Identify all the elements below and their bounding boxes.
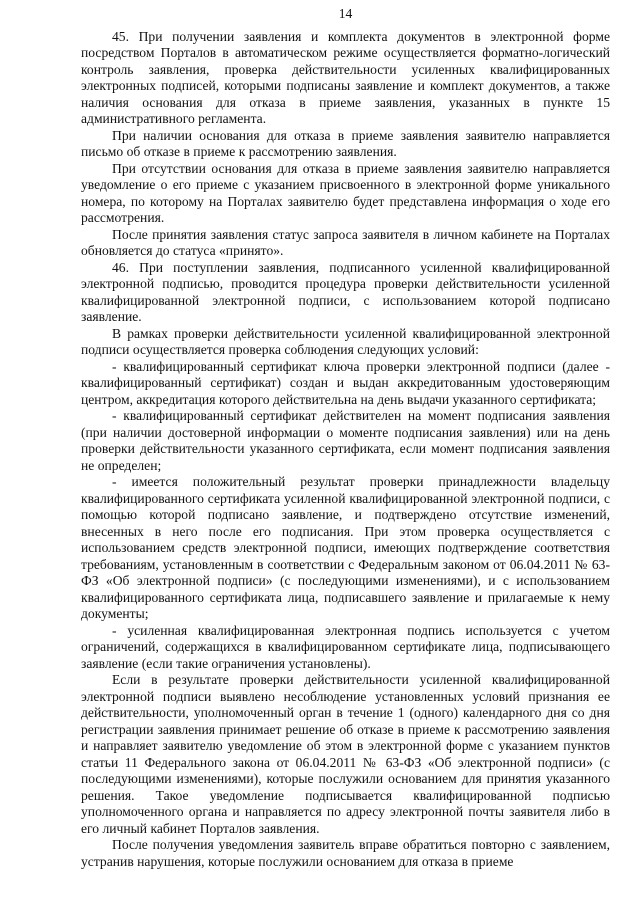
paragraph-46: 46. При поступлении заявления, подписанного усиленной квалифицированной электронной подписью, проводится процедура проверки действительности усиленной квалифицированной электронной подписи, с использованием которой подписано заявление. xyxy=(81,259,610,324)
list-item-signature-restrictions: - усиленная квалифицированная электронная подпись используется с учетом ограничений, содержащихся в квалифицированном сертификате лица, подписывающего заявление (если такие ограничения установлены). xyxy=(81,622,610,671)
list-item-certificate-issued: - квалифицированный сертификат ключа проверки электронной подписи (далее - квалифицированный сертификат) создан и выдан аккредитованным удостоверяющим центром, аккредитация которого действительна на день выдачи указанного сертификата; xyxy=(81,358,610,407)
paragraph-acceptance-notice: При отсутствии основания для отказа в приеме заявления заявителю направляется уведомление о его приеме с указанием присвоенного в электронной форме уникального номера, по которому на Порталах заявителю будет представлена информация о ходе его рассмотрения. xyxy=(81,160,610,225)
list-item-ownership-check: - имеется положительный результат проверки принадлежности владельцу квалифицированного сертификата усиленной квалифицированной электронной подписи, с помощью которой подписано заявление, и подтверждено отсутствие изменений, внесенных в него после его подписания. При этом проверка осуществляется с использованием средств электронной подписи, имеющих подтверждение соответствия требованиям, установленным в соответствии с Федеральным законом от 06.04.2011 № 63-ФЗ «Об электронной подписи» (с последующими изменениями), и с использованием квалифицированного сертификата лица, подписавшего заявление и прилагаемые к нему документы; xyxy=(81,474,610,621)
paragraph-verification-conditions: В рамках проверки действительности усиленной квалифицированной электронной подписи осуществляется проверка соблюдения следующих условий: xyxy=(81,325,610,357)
paragraph-45: 45. При получении заявления и комплекта документов в электронной форме посредством Порталов в автоматическом режиме осуществляется форматно-логический контроль заявления, проверка действительности усиленных квалифицированных электронных подписей, которыми подписаны заявление и комплект документов, а также наличия основания для отказа в приеме заявления, указанных в пункте 15 административного регламента. xyxy=(81,28,610,126)
paragraph-status-update: После принятия заявления статус запроса заявителя в личном кабинете на Порталах обновляется до статуса «принято». xyxy=(81,226,610,258)
list-item-certificate-valid: - квалифицированный сертификат действителен на момент подписания заявления (при наличии достоверной информации о моменте подписания заявления) или на день проверки действительности указанного сертификата, если момент подписания заявления не определен; xyxy=(81,408,610,473)
paragraph-refusal-letter: При наличии основания для отказа в приеме заявления заявителю направляется письмо об отказе в приеме к рассмотрению заявления. xyxy=(81,127,610,159)
paragraph-reapply: После получения уведомления заявитель вправе обратиться повторно с заявлением, устранив нарушения, которые послужили основанием для отказа в приеме xyxy=(81,837,610,869)
paragraph-invalid-signature: Если в результате проверки действительности усиленной квалифицированной электронной подписи выявлено несоблюдение установленных условий признания ее действительности, уполномоченный орган в течение 1 (одного) календарного дня со дня регистрации заявления принимает решение об отказе в приеме к рассмотрению заявления и направляет заявителю уведомление об этом в электронной форме с указанием пунктов статьи 11 Федерального закона от 06.04.2011 № 63-ФЗ «Об электронной подписи» (с последующими изменениями), которые послужили основанием для принятия указанного решения. Такое уведомление подписывается квалифицированной подписью уполномоченного органа и направляется по адресу электронной почты заявителя либо в его личный кабинет Порталов заявления. xyxy=(81,672,610,836)
page-number: 14 xyxy=(338,6,353,21)
